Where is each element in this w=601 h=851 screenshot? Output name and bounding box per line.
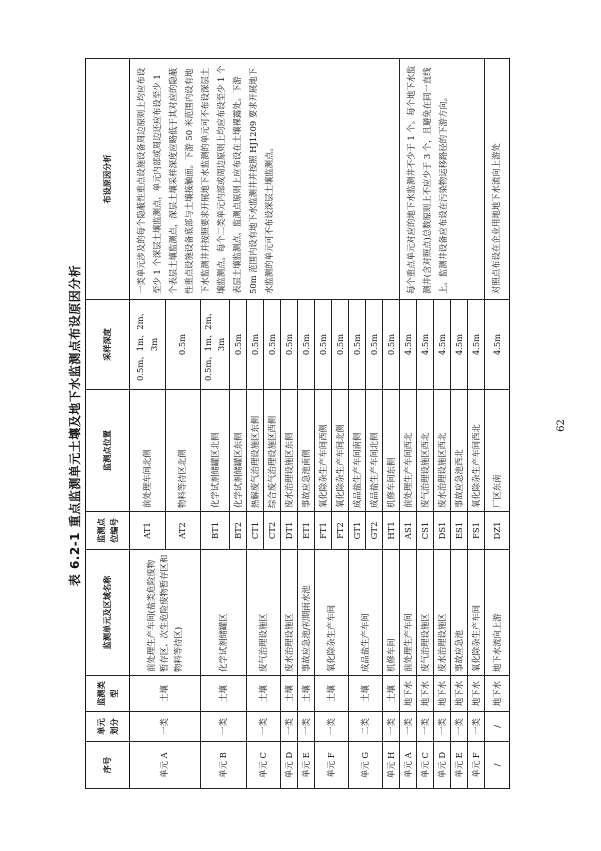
cell-point-id: BT1: [201, 512, 230, 550]
cell-area-name: 废气治理设施区: [247, 550, 281, 676]
cell-monitor-type: 地下水: [400, 676, 417, 712]
cell-depth: 0.5m: [230, 300, 247, 390]
cell-point-id: GT2: [366, 512, 383, 550]
cell-point-id: DS1: [434, 512, 451, 550]
cell-monitor-type: 土壤: [281, 676, 298, 712]
cell-serial: 单元 C: [417, 742, 434, 789]
cell-unit-class: /: [485, 712, 510, 742]
cell-analysis-background: 对照点布设在企业用地地下水流向上游处: [485, 59, 510, 300]
header-monitor-type: 监测类型: [86, 676, 130, 712]
header-area-name: 监测单元及区域名称: [86, 550, 130, 676]
cell-serial: 单元 H: [383, 742, 400, 789]
cell-serial: 单元 A: [130, 742, 201, 789]
cell-depth: 4.5m: [417, 300, 434, 390]
cell-serial: /: [485, 742, 510, 789]
cell-depth: 0.5m: [264, 300, 281, 390]
cell-point-location: 事故应急池南侧: [298, 390, 315, 512]
cell-unit-class: 一类: [434, 712, 451, 742]
cell-depth: 4.5m: [451, 300, 468, 390]
table-row: [400, 59, 417, 789]
cell-depth: 4.5m: [434, 300, 451, 390]
cell-serial: 单元 E: [298, 742, 315, 789]
cell-point-location: 机修车间东侧: [383, 390, 400, 512]
cell-point-location: 成品盐生产车间北侧: [366, 390, 383, 512]
header-analysis: 布设原因分析: [86, 59, 130, 300]
cell-monitor-type: 土壤: [383, 676, 400, 712]
cell-area-name: 化学试剂储罐区: [201, 550, 247, 676]
cell-monitor-type: 土壤: [201, 676, 247, 712]
cell-serial: 单元 F: [468, 742, 485, 789]
header-unit-class: 单元划分: [86, 712, 130, 742]
cell-point-location: 化学试剂储罐区东侧: [230, 390, 247, 512]
cell-point-id: ET1: [298, 512, 315, 550]
cell-serial: 单元 D: [434, 742, 451, 789]
cell-monitor-type: 土壤: [298, 676, 315, 712]
table-title: 表 6.2-1 重点监测单元土壤及地下水监测点布设原因分析: [68, 264, 82, 587]
cell-depth: 4.5m: [468, 300, 485, 390]
cell-unit-class: 一类: [417, 712, 434, 742]
cell-depth: 0.5m: [383, 300, 400, 390]
cell-depth: 0.5m: [332, 300, 349, 390]
cell-point-id: CT1: [247, 512, 264, 550]
cell-unit-class: 一类: [383, 712, 400, 742]
cell-serial: 单元 F: [315, 742, 349, 789]
cell-point-location: 物料等待区北侧: [166, 390, 201, 512]
cell-point-location: 热解废气治理设施区东侧: [247, 390, 264, 512]
cell-unit-class: 一类: [400, 712, 417, 742]
table-row: [130, 59, 166, 789]
cell-point-id: AT2: [166, 512, 201, 550]
cell-point-location: 前处理车间北侧: [130, 390, 166, 512]
cell-unit-class: 一类: [468, 712, 485, 742]
cell-point-location: 综合废气治理设施区西侧: [264, 390, 281, 512]
cell-depth: 0.5m: [298, 300, 315, 390]
cell-area-name: 氧化除杂生产车间: [468, 550, 485, 676]
cell-monitor-type: 土壤: [130, 676, 201, 712]
cell-point-id: CS1: [417, 512, 434, 550]
cell-point-location: 化学试剂储罐区北侧: [201, 390, 230, 512]
header-depth: 采样深度: [86, 300, 130, 390]
cell-area-name: 废气治理设施区: [417, 550, 434, 676]
cell-area-name: 成品盐生产车间: [349, 550, 383, 676]
cell-depth: 4.5m: [485, 300, 510, 390]
cell-depth: 0.5m: [315, 300, 332, 390]
cell-point-id: FT1: [315, 512, 332, 550]
cell-point-location: 事故应急池西北: [451, 390, 468, 512]
cell-area-name: 事故应急池/初期雨水池: [298, 550, 315, 676]
cell-area-name: 事故应急池: [451, 550, 468, 676]
page-number: 62: [556, 419, 567, 432]
monitoring-table: [85, 58, 510, 789]
cell-monitor-type: 土壤: [349, 676, 383, 712]
cell-point-id: HT1: [383, 512, 400, 550]
cell-unit-class: 一类: [247, 712, 281, 742]
cell-serial: 单元 E: [451, 742, 468, 789]
cell-unit-class: 二类: [349, 712, 383, 742]
cell-monitor-type: 地下水: [451, 676, 468, 712]
header-row: [86, 59, 130, 789]
cell-serial: 单元 G: [349, 742, 383, 789]
cell-point-id: DZ1: [485, 512, 510, 550]
cell-unit-class: 一类: [130, 712, 201, 742]
cell-monitor-type: 土壤: [315, 676, 349, 712]
cell-point-id: BT2: [230, 512, 247, 550]
cell-point-id: ES1: [451, 512, 468, 550]
cell-point-id: FT2: [332, 512, 349, 550]
cell-serial: 单元 A: [400, 742, 417, 789]
cell-unit-class: 一类: [281, 712, 298, 742]
cell-unit-class: 一类: [298, 712, 315, 742]
cell-depth: 4.5m: [400, 300, 417, 390]
cell-point-id: AT1: [130, 512, 166, 550]
cell-area-name: 前处理生产车间: [400, 550, 417, 676]
cell-point-location: 氧化除杂生产车间西侧: [315, 390, 332, 512]
cell-monitor-type: 地下水: [485, 676, 510, 712]
cell-point-id: DT1: [281, 512, 298, 550]
cell-point-location: 废气治理设施区西北: [417, 390, 434, 512]
cell-point-location: 成品盐生产车间南侧: [349, 390, 366, 512]
cell-depth: 0.5m: [281, 300, 298, 390]
table-row: [485, 59, 510, 789]
cell-point-location: 厂区东南: [485, 390, 510, 512]
cell-area-name: 地下水流向上游: [485, 550, 510, 676]
cell-depth: 0.5m、1m、2m、3m: [130, 300, 166, 390]
cell-point-location: 氧化除杂生产车间西北: [468, 390, 485, 512]
cell-point-location: 废水治理设施区东侧: [281, 390, 298, 512]
cell-depth: 0.5m、1m、2m、3m: [201, 300, 230, 390]
cell-point-id: GT1: [349, 512, 366, 550]
cell-unit-class: 一类: [201, 712, 247, 742]
header-point-id: 监测点位编号: [86, 512, 130, 550]
cell-monitor-type: 地下水: [468, 676, 485, 712]
cell-analysis-groundwater: 每个重点单元对应的地下水监测井不少于 1 个。每个地下水监测井(含对照点)总数原则上不应少于 3 个，且避免在同一直线上。监测井设备应布设在污染物运移路径的下游方向。: [400, 59, 485, 300]
cell-serial: 单元 D: [281, 742, 298, 789]
cell-point-id: CT2: [264, 512, 281, 550]
cell-serial: 单元 C: [247, 742, 281, 789]
cell-depth: 0.5m: [349, 300, 366, 390]
cell-area-name: 废水治理设施区: [281, 550, 298, 676]
cell-area-name: 机修车间: [383, 550, 400, 676]
cell-monitor-type: 土壤: [247, 676, 281, 712]
cell-point-location: 前处理生产车间西北: [400, 390, 417, 512]
cell-point-location: 氧化除杂生产车间北侧: [332, 390, 349, 512]
cell-depth: 0.5m: [366, 300, 383, 390]
cell-depth: 0.5m: [247, 300, 264, 390]
cell-area-name: 废水治理设施区: [434, 550, 451, 676]
cell-serial: 单元 B: [201, 742, 247, 789]
cell-monitor-type: 地下水: [434, 676, 451, 712]
cell-point-location: 废水治理设施区西北: [434, 390, 451, 512]
cell-unit-class: 一类: [451, 712, 468, 742]
header-serial: 序号: [86, 742, 130, 789]
cell-area-name: 氧化除杂生产车间: [315, 550, 349, 676]
cell-area-name: 前处理生产车间(盐类危险废物暂存区、次生危险废物暂存区和物料等待区): [130, 550, 201, 676]
cell-point-id: AS1: [400, 512, 417, 550]
cell-analysis-soil: 一类单元涉及的每个隐蔽性重点设施设备周边原则上均应布设至少 1 个深层土壤监测点，单元内部或周边还应布设至少 1 个表层土壤监测点，深层土壤采样深度应略低于其对应的隐蔽性重点设施设备底部与土壤接触面。下游 50 米范围内设有地下水监测井并按照要求开展地下水监测的单元可不布设深层土壤监测点。每个二类单元内部或周边原则上均应布设至少 1 个表层土壤监测点，监测点原则上应布设在土壤裸露处。下游 50m 范围内设有地下水监测井并按照 HJ1209 要求开展地下水监测的单元可不布设深层土壤监测点。: [130, 59, 400, 300]
cell-point-id: FS1: [468, 512, 485, 550]
cell-depth: 0.5m: [166, 300, 201, 390]
cell-monitor-type: 地下水: [417, 676, 434, 712]
header-point-location: 监测点位置: [86, 390, 130, 512]
cell-unit-class: 一类: [315, 712, 349, 742]
